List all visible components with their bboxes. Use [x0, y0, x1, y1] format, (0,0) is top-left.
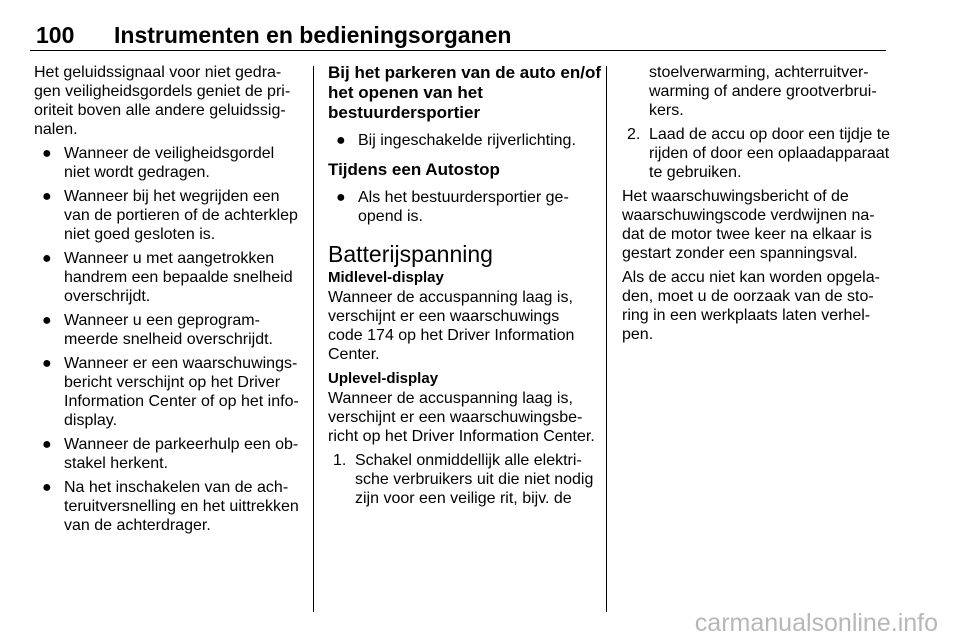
column-divider-1 — [313, 66, 314, 612]
column-2 — [328, 63, 602, 513]
column-3 — [622, 63, 892, 349]
steps-list — [328, 451, 598, 508]
page-number: 100 — [36, 22, 75, 48]
page-header — [30, 20, 886, 51]
step-continuation: stoelverwarming, achterruitver- warming of andere grootverbrui- kers. — [649, 64, 877, 119]
uplevel-label: Uplevel-display — [328, 370, 439, 387]
column-divider-2 — [606, 66, 607, 612]
midlevel-label: Midlevel-display — [328, 269, 444, 286]
warning-clear-paragraph: Het waarschuwingsbericht of de waarschuwingscode verdwijnen na- dat de motor twee keer na elkaar is gestart zonder een spanningsval. — [622, 188, 875, 262]
list-item: ● Wanneer bij het wegrijden een van de portieren of de achterklep niet goed gesloten is. — [42, 188, 298, 243]
list-item: ● Bij ingeschakelde rijverlichting. — [336, 132, 576, 149]
autostop-list — [328, 188, 598, 226]
column-1 — [34, 63, 304, 540]
steps-list-continued — [622, 125, 892, 182]
running-title: Instrumenten en bedieningsorganen — [114, 22, 512, 48]
watermark: carmanualsonline.info — [694, 609, 938, 637]
list-item: 2. Laad de accu op door een tijdje te rijden of door een oplaadapparaat te gebruiken. — [627, 126, 891, 181]
uplevel-paragraph: Wanneer de accuspanning laag is, verschijnt er een waarschuwingsbe- richt op het Driver Information Center. — [328, 390, 595, 445]
warning-conditions-list — [34, 144, 304, 535]
list-item: ● Wanneer de veiligheidsgordel niet wordt gedragen. — [42, 145, 275, 181]
midlevel-paragraph: Wanneer de accuspanning laag is, verschijnt er een waarschuwings code 174 op het Driver Information Center. — [328, 289, 575, 363]
list-item: ● Wanneer de parkeerhulp een ob- stakel herkent. — [42, 436, 299, 472]
list-item: ● Na het inschakelen van de ach- teruitversnelling en het uittrekken van de achterdrager. — [42, 479, 299, 534]
list-item: ● Wanneer u met aangetrokken handrem een bepaalde snelheid overschrijdt. — [42, 250, 293, 305]
intro-paragraph: Het geluidssignaal voor niet gedra- gen veiligheidsgordels geniet de pri- oriteit boven alle andere geluidssig- nalen. — [34, 64, 291, 138]
list-item: ● Als het bestuurdersportier ge- opend is. — [336, 189, 569, 225]
parking-list — [328, 131, 598, 150]
parking-heading: Bij het parkeren van de auto en/of het openen van het bestuurdersportier — [328, 63, 602, 122]
autostop-heading: Tijdens een Autostop — [328, 160, 500, 179]
battery-fault-paragraph: Als de accu niet kan worden opgela- den, moet u de oorzaak van de sto- ring in een werkplaats laten verhel- pen. — [622, 269, 880, 343]
list-item: ● Wanneer er een waarschuwings- bericht verschijnt op het Driver Information Center of op het info- display. — [42, 355, 299, 429]
list-item: ● Wanneer u een geprogram- meerde snelheid overschrijdt. — [42, 312, 273, 348]
list-item: 1. Schakel onmiddellijk alle elektri- sche verbruikers uit die niet nodig zijn voor een veilige rit, bijv. de — [333, 452, 594, 507]
section-title: Batterijspanning — [328, 241, 493, 267]
